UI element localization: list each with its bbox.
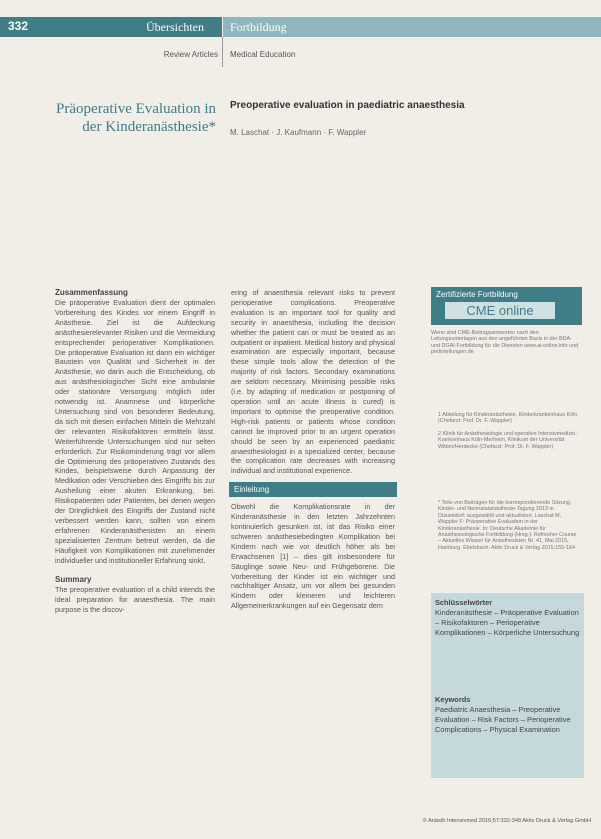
keywords-de: Kinderanästhesie – Präoperative Evaluation – Risikofaktoren – Perioperative Komplikationen – Körperliche Untersuchung [435, 608, 580, 637]
subsection-medical-education: Medical Education [230, 50, 296, 59]
subsection-review: Review Articles [163, 50, 218, 59]
cme-info-text: Wenn sind CME-Beitragsantworten nach den Leitungsunterlagen aus den angeführten Basis in der BDA- und DGAI-Fortbildung für die Diensten www.ai-online.info und pedintellungen.de [431, 330, 579, 356]
einleitung-heading: Einleitung [229, 482, 397, 497]
summary-text: The preoperative evaluation of a child intends the ideal preparation for anaesthesia. The main purpose is the discov- [55, 585, 215, 615]
page-number: 332 [8, 19, 29, 33]
column-2 [231, 288, 395, 611]
section-header-bar [0, 17, 601, 37]
section-label-fortbildung: Fortbildung [230, 20, 287, 34]
authors: M. Laschat · J. Kaufmann · F. Wappler [230, 128, 367, 137]
zusammenfassung-text: Die präoperative Evaluation dient der optimalen Vorbereitung des Kindes vor einem Eingriff in Anästhesie. Ziel ist die Aufdeckung anästhesierelevanter Risiken und die Vermeidung entsprechender perioperativer Komplikationen. Die präoperative Evaluation ist dann ein wichtiger Baustein von Qualität und Sicherheit in der Anästhesie, wo darin auch die Entscheidung, ob aus anästhesiologischer Sicht eine ambulante oder stationäre Versorgung möglich oder notwendig ist. Anamnese und körperliche Untersuchung sind von besonderer Bedeutung, da sich mit diesen einfachen Mitteln die Mehrzahl der relevanten Risikofaktoren ermitteln lässt. Weiterführende Untersuchungen sind nur selten erforderlich. Zur Risikominderung trägt vor allem die Optimierung des präoperativen Zustands des Kindes, beispielsweise durch Anpassung der Medikation oder Verschieben des Eingriffs bis zur Ausheilung einer akuten Erkrankung, bei. Risikopatienten oder Patienten, bei denen wegen der Dringlichkeit des Eingriffs der Zustand nicht verbessert werden kann, sollten von einem erfahrenen Kinderanästhesisten an einem spezialisierten Zentrum betreut werden, da die Häufigkeit von Komplikationen mit zunehmender individueller und institutioneller Erfahrung sinkt. [55, 298, 215, 565]
cme-online-label: CME online [445, 302, 555, 319]
column-1 [55, 288, 215, 615]
keywords-en-heading: Keywords [435, 695, 471, 704]
keywords-en: Paediatric Anaesthesia – Preoperative Evaluation – Risk Factors – Perioperative Complications – Physical Examination [435, 705, 571, 734]
keywords-de-heading: Schlüsselwörter [435, 598, 493, 607]
summary-heading: Summary [55, 575, 92, 585]
footnote: * Teile von Beiträgen für die korrespondierende Sitzung, Kinder- und Neonatalanästhesie-Tagung 2013 in Düsseldorf; ausgewählt und aktualisiert. Laschat M, Wappler F: Präoperative Evaluation in der Kinderanästhesie. In: Deutsche Akademie für Anästhesiologische Fortbildung (Hrsg.): Refresher Course – Aktuelles Wissen für Anästhesisten Nr. 41, Mai 2015, Hamburg. Ebelsbach: Aktiv Druck & Verlag 2015:155-164 [438, 500, 577, 551]
footer-citation: © Anästh Intensivmed 2016;57:332-348 Aktiv Druck & Verlag GmbH [422, 818, 591, 824]
title-german: Präoperative Evaluation in der Kinderanästhesie* [56, 101, 216, 135]
affiliation-2: 2 Klinik für Anästhesiologie und operative Intensivmedizin, Krankenhaus Köln-Merheim, Klinikum der Universität Witten/Herdecke (Chefarzt: Prof. Dr. F. Wappler) [438, 430, 577, 450]
keywords-box [431, 593, 584, 778]
summary-continued-text: ering of anaesthesia relevant risks to prevent perioperative complications. Preoperative evaluation is an important tool for quality and security in anaesthesia, including the decision whether the patient can or must be treated as an outpatient or inpatient. Medical history and physical examination are especially important, because these simple tools allow the detection of the majority of risk factors. Secondary examinations are seldom necessary. Minimising possible risks (i.e. by adapting of medication or postponing of operation until an acute illness is cured) is important to optimise the preoperative condition. High-risk patients or patients whose condition cannot be improved prior to an urgent operation should be seen by an experienced paediatric anaesthesiologist in a specialized center, because the complication rate decreases with increasing individual and institutional experience. [231, 288, 395, 476]
zusammenfassung-heading: Zusammenfassung [55, 288, 128, 297]
header-divider [222, 37, 223, 67]
title-english: Preoperative evaluation in paediatric anaesthesia [230, 100, 465, 111]
section-label-de: Übersichten [146, 20, 204, 34]
affiliations [438, 412, 578, 456]
einleitung-text: Obwohl die Komplikationsrate in der Kinderanästhesie in den letzten Jahrzehnten kontinuierlich gesunken ist, ist das Risiko einer schweren anästhesiebedingten Komplikation bei Kindern nach wie vor deutlich höher als bei Erwachsenen [1] – dies gilt insbesondere für Säuglinge sowie Neu- und Frühgeborene. Die Vorbereitung der Kinder ist ein wichtiger und nachhaltiger Ansatz, um vor allem bei gesunden Kindern oder kleineren und leichteren Allgemeinerkrankungen auf ein Gegensatz dem [231, 502, 395, 611]
cme-label: Zertifizierte Fortbildung [436, 290, 518, 299]
cme-badge [431, 287, 582, 325]
affiliation-1: 1 Abteilung für Kinderanästhesie, Kinderkrankenhaus Köln (Chefarzt: Prof. Dr. F. Wappler) [438, 412, 578, 425]
